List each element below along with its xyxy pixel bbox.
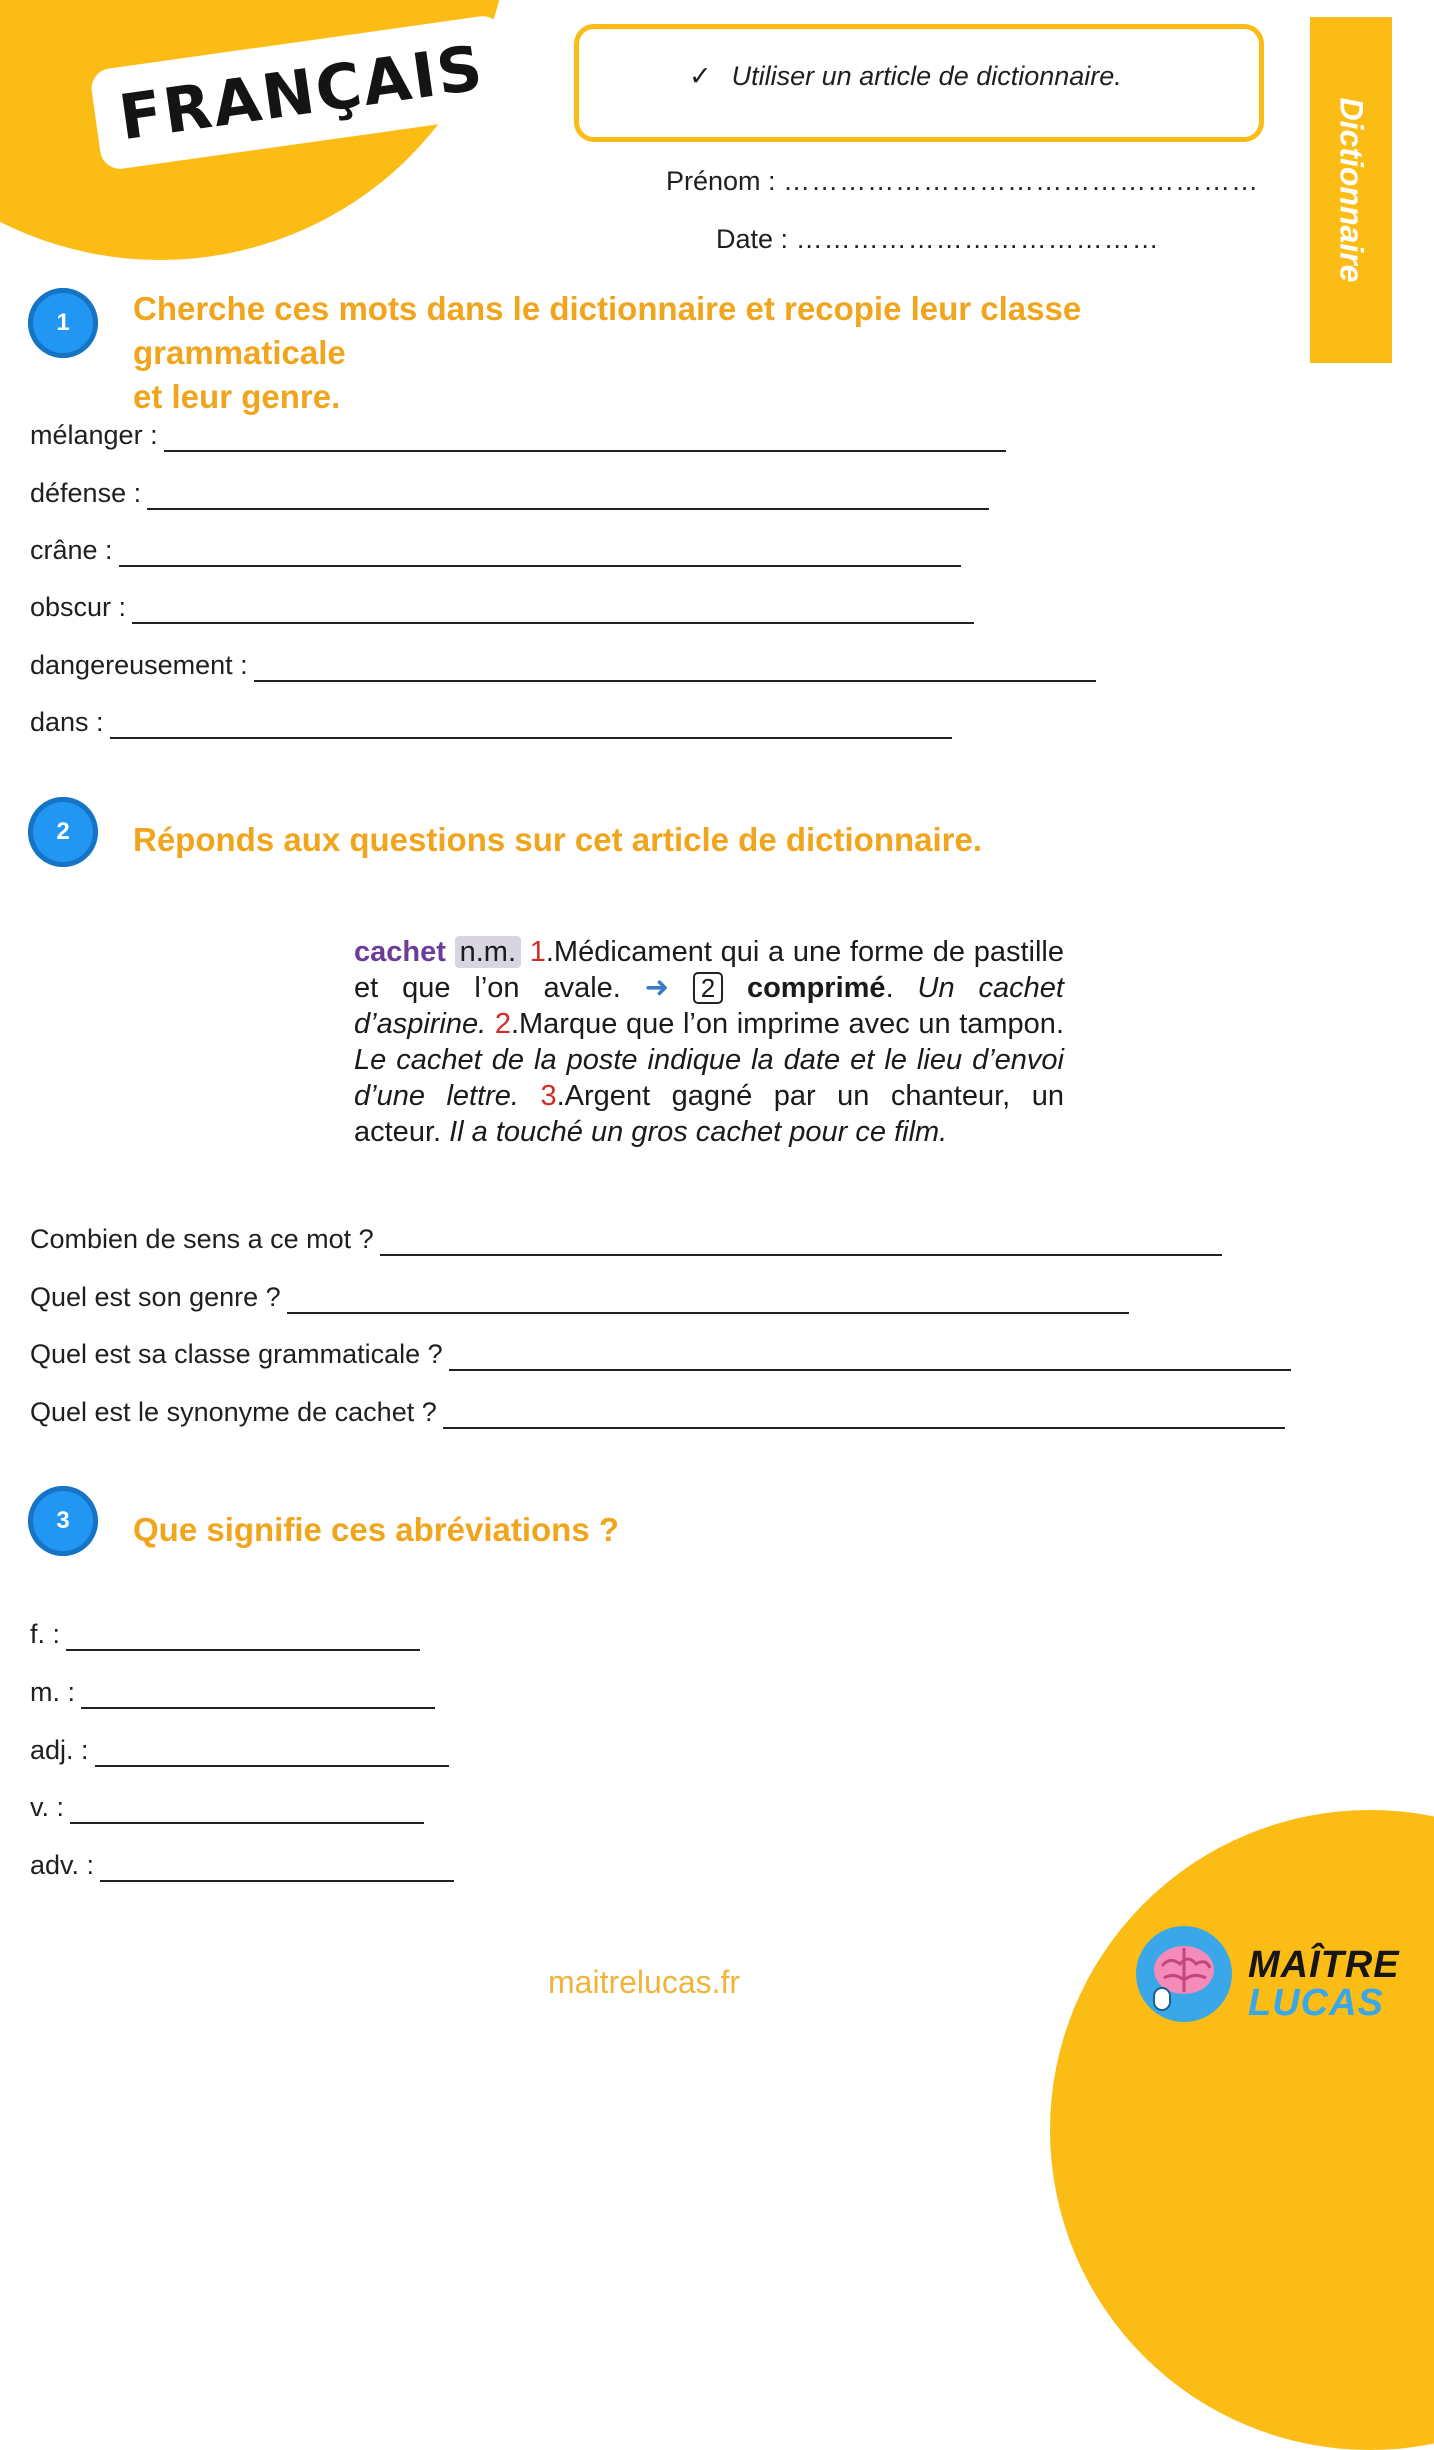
prenom-label: Prénom :: [666, 166, 776, 196]
ex1-row-label: défense :: [30, 478, 142, 508]
question-row[interactable]: [30, 1222, 1222, 1256]
ex1-row[interactable]: [30, 648, 1096, 682]
abbr-row[interactable]: [30, 1848, 454, 1882]
side-tab: [1310, 17, 1392, 363]
answer-line[interactable]: [147, 482, 989, 510]
exercise-1-title: [133, 287, 1293, 419]
brand-name-line2: LUCAS: [1248, 1982, 1384, 2024]
reference-number: 2: [693, 972, 723, 1004]
abbr-row[interactable]: [30, 1790, 424, 1824]
objective-box: [574, 24, 1264, 142]
sense-number: 2: [494, 1008, 511, 1040]
question-label: Combien de sens a ce mot ?: [30, 1224, 374, 1254]
abbr-row[interactable]: [30, 1617, 420, 1651]
abbr-label: m. :: [30, 1677, 75, 1707]
article-synonym: comprimé: [746, 972, 886, 1004]
abbr-label: v. :: [30, 1792, 65, 1822]
sense-number: 3: [540, 1080, 557, 1112]
ex1-row-label: dans :: [30, 707, 104, 737]
answer-line[interactable]: [119, 539, 961, 567]
answer-line[interactable]: [81, 1681, 435, 1709]
question-row[interactable]: [30, 1280, 1129, 1314]
answer-line[interactable]: [110, 711, 952, 739]
answer-line[interactable]: [95, 1739, 449, 1767]
brain-icon: [1136, 1926, 1232, 2022]
sense-text: .Argent gagné par un chanteur, un acteur.: [354, 1080, 1064, 1148]
footer-blob: [1050, 1810, 1434, 2450]
arrow-right-icon: ➜: [644, 972, 670, 1004]
ex1-row-label: mélanger :: [30, 420, 158, 450]
sense-example: Le cachet de la poste indique la date et le lieu d’envoi d’une lettre.: [354, 1044, 1064, 1112]
sense-example: Un cachet d’aspirine.: [354, 972, 1064, 1040]
question-row[interactable]: [30, 1337, 1291, 1371]
answer-line[interactable]: [287, 1286, 1129, 1314]
answer-line[interactable]: [443, 1401, 1285, 1429]
article-headword: cachet: [354, 936, 446, 968]
exercise-1-title-line2: et leur genre.: [133, 378, 341, 415]
dictionary-article: cachet n.m. 1.Médicament qui a une forme de pastille et que l’on avale. ➜ 2 comprimé. Un cachet d’aspirine. 2.Marque que l’on imprime avec un tampon. Le cachet de la poste indique la date et le lieu d’envoi d’une lettre. 3.Argent gagné par un chanteur, un acteur. Il a touché un gros cachet pour ce film.: [354, 936, 1065, 1148]
sense-text: .Marque que l’on imprime avec un tampon.: [510, 1008, 1064, 1040]
sense-example: Il a touché un gros cachet pour ce film.: [449, 1116, 948, 1148]
brand-name-line1: MAÎTRE: [1248, 1944, 1400, 1986]
check-icon: ✓: [689, 61, 712, 91]
ex1-row[interactable]: [30, 533, 961, 567]
ex1-row-label: crâne :: [30, 535, 113, 565]
ex1-row[interactable]: [30, 418, 1006, 452]
ex1-row[interactable]: [30, 476, 989, 510]
exercise-1-number: 1: [28, 288, 98, 358]
answer-line[interactable]: [100, 1854, 454, 1882]
abbr-label: adv. :: [30, 1850, 95, 1880]
abbr-label: adj. :: [30, 1735, 89, 1765]
prenom-field[interactable]: [666, 166, 1259, 197]
date-dots: …………………………………: [795, 224, 1160, 254]
side-tab-label: Dictionnaire: [1333, 97, 1370, 283]
article-abbr: n.m.: [455, 936, 521, 968]
abbr-label: f. :: [30, 1619, 61, 1649]
exercise-2-number: 2: [28, 797, 98, 867]
answer-line[interactable]: [66, 1623, 420, 1651]
sense-number: 1: [529, 936, 546, 968]
ex1-row[interactable]: [30, 590, 974, 624]
abbr-row[interactable]: [30, 1675, 435, 1709]
footer-url[interactable]: maitrelucas.fr: [548, 1964, 741, 2000]
ex1-row-label: obscur :: [30, 592, 127, 622]
date-field[interactable]: [716, 224, 1160, 255]
question-row[interactable]: [30, 1395, 1285, 1429]
answer-line[interactable]: [132, 596, 974, 624]
question-label: Quel est sa classe grammaticale ?: [30, 1339, 443, 1369]
brain-icon-graphic: [1136, 1926, 1232, 2022]
question-label: Quel est son genre ?: [30, 1282, 281, 1312]
answer-line[interactable]: [380, 1228, 1222, 1256]
exercise-3-title: Que signifie ces abréviations ?: [133, 1511, 619, 1548]
sense-text: .Médicament qui a une forme de pastille et que l’on avale.: [354, 936, 1065, 1004]
ex1-row-label: dangereusement :: [30, 650, 248, 680]
abbr-row[interactable]: [30, 1733, 449, 1767]
answer-line[interactable]: [449, 1343, 1291, 1371]
exercise-3-number: 3: [28, 1486, 98, 1556]
ex1-row[interactable]: [30, 705, 952, 739]
prenom-dots: ……………………………………………: [783, 166, 1260, 196]
question-label: Quel est le synonyme de cachet ?: [30, 1397, 437, 1427]
exercise-1-title-line1: Cherche ces mots dans le dictionnaire et recopie leur classe grammaticale: [133, 290, 1082, 371]
objective-text: Utiliser un article de dictionnaire.: [731, 61, 1122, 91]
answer-line[interactable]: [254, 654, 1096, 682]
exercise-2-title: Réponds aux questions sur cet article de dictionnaire.: [133, 821, 983, 858]
date-label: Date :: [716, 224, 789, 254]
answer-line[interactable]: [164, 424, 1006, 452]
subject-title: FRANÇAIS: [114, 30, 489, 155]
answer-line[interactable]: [70, 1796, 424, 1824]
